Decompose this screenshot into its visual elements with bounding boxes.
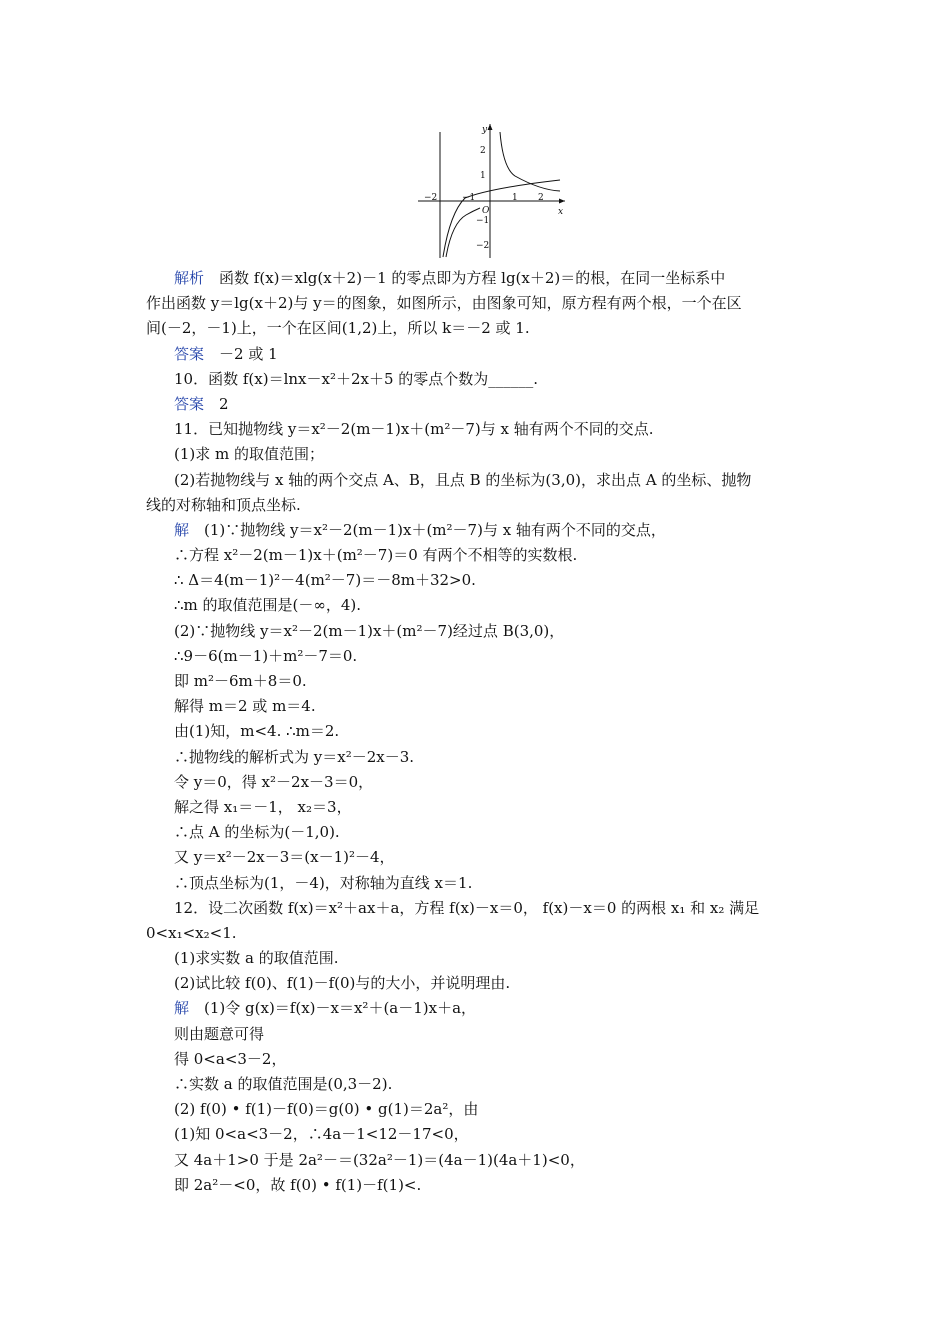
section-tag: 答案: [174, 394, 205, 413]
text-line: [146, 644, 816, 669]
x-axis-arrow-icon: [559, 199, 565, 204]
line-text: 解得 m＝2 或 m＝4.: [174, 697, 316, 716]
x-tick-label: −2: [424, 193, 438, 203]
x-tick-label: −1: [462, 193, 476, 203]
section-tag: 解: [174, 520, 190, 539]
text-line: [146, 493, 816, 518]
line-text: ∴m 的取值范围是(－∞，4).: [174, 596, 362, 615]
text-line: [146, 1173, 816, 1198]
section-tag: 解: [174, 999, 190, 1018]
line-text: ∴抛物线的解析式为 y＝x²－2x－3.: [174, 747, 415, 766]
log-curve: [443, 180, 560, 257]
line-text: ∴实数 a 的取值范围是(0,3－2).: [174, 1075, 393, 1093]
line-text: －2 或 1: [204, 344, 278, 363]
text-line: [146, 291, 816, 316]
line-text: (1)求 m 的取值范围；: [174, 445, 325, 464]
line-text: 则由题意可得: [174, 1024, 265, 1043]
text-line: [146, 367, 816, 392]
line-text: (2)若抛物线与 x 轴的两个交点 A、B，且点 B 的坐标为(3,0)，求出点 A 的坐标、抛物: [174, 470, 752, 489]
line-text: 解之得 x₁＝－1， x₂＝3，: [174, 797, 352, 816]
text-line: [146, 1047, 816, 1072]
y-tick-label: −1: [476, 216, 490, 226]
x-tick-label: 1: [512, 193, 518, 203]
text-line: [146, 921, 816, 946]
hyperbola-left-branch: [446, 208, 480, 257]
text-line: [146, 1022, 816, 1047]
text-line: [146, 266, 816, 291]
function-graph-figure: [410, 118, 570, 260]
line-text: 10．函数 f(x)＝lnx－x²＋2x＋5 的零点个数为______.: [174, 369, 539, 388]
text-line: [146, 442, 816, 467]
text-line: [146, 770, 816, 795]
line-text: (1)知 0<a<3－2，∴4a－1<12－17<0，: [174, 1125, 469, 1144]
line-text: ∴顶点坐标为(1，－4)，对称轴为直线 x＝1.: [174, 873, 473, 892]
text-line: [146, 719, 816, 744]
text-line: [146, 971, 816, 996]
text-line: [146, 593, 816, 618]
line-text: 又 y＝x²－2x－3＝(x－1)²－4，: [174, 848, 395, 867]
text-line: [146, 468, 816, 493]
graph-svg: [410, 118, 570, 260]
line-text: (2)试比较 f(0)、f(1)－f(0)与的大小，并说明理由.: [174, 974, 511, 993]
text-line: [146, 1072, 816, 1097]
text-line: [146, 946, 816, 971]
y-axis-arrow-icon: [488, 124, 493, 130]
line-text: 2: [204, 394, 229, 413]
line-text: (1)令 g(x)＝f(x)－x＝x²＋(a－1)x＋a，: [189, 999, 477, 1018]
section-tag: 解析: [174, 269, 205, 287]
text-line: [146, 1097, 816, 1122]
line-text: 间(－2，－1)上，一个在区间(1,2)上，所以 k＝－2 或 1.: [146, 319, 530, 338]
origin-label: O: [482, 206, 490, 216]
line-text: 又 4a＋1>0 于是 2a²－＝(32a²－1)＝(4a－1)(4a＋1)<0，: [174, 1150, 585, 1169]
text-line: [146, 845, 816, 870]
line-text: ∴9－6(m－1)＋m²－7＝0.: [174, 646, 358, 665]
solution-text: [146, 266, 816, 1198]
text-line: [146, 342, 816, 367]
line-text: 得 0<a<3－2，: [174, 1049, 287, 1068]
y-tick-label: −2: [476, 241, 490, 251]
text-line: [146, 871, 816, 896]
text-line: [146, 543, 816, 568]
text-line: [146, 619, 816, 644]
line-text: 即 m²－6m＋8＝0.: [174, 672, 307, 690]
line-text: (2)∵抛物线 y＝x²－2(m－1)x＋(m²－7)经过点 B(3,0)，: [174, 621, 565, 640]
line-text: ∴点 A 的坐标为(－1,0).: [174, 823, 340, 842]
text-line: [146, 568, 816, 593]
text-line: [146, 694, 816, 719]
text-line: [146, 518, 816, 543]
text-line: [146, 392, 816, 417]
line-text: ∴方程 x²－2(m－1)x＋(m²－7)＝0 有两个不相等的实数根.: [174, 546, 578, 565]
line-text: 即 2a²－<0，故 f(0) • f(1)－f(1)<.: [174, 1175, 422, 1194]
line-text: (2) f(0) • f(1)－f(0)＝g(0) • g(1)＝2a²，由: [174, 1100, 479, 1119]
line-text: 作出函数 y＝lg(x＋2)与 y＝的图象，如图所示，由图象可知，原方程有两个根，一个在区: [146, 294, 742, 313]
x-tick-label: 2: [538, 193, 544, 203]
hyperbola-right-branch: [500, 132, 560, 191]
line-text: 11．已知抛物线 y＝x²－2(m－1)x＋(m²－7)与 x 轴有两个不同的交点.: [174, 420, 654, 439]
x-axis-label: x: [558, 207, 564, 217]
line-text: 0<x₁<x₂<1.: [146, 923, 237, 942]
text-line: [146, 1122, 816, 1147]
line-text: 线的对称轴和顶点坐标.: [146, 495, 301, 514]
line-text: (1)∵抛物线 y＝x²－2(m－1)x＋(m²－7)与 x 轴有两个不同的交点，: [189, 520, 666, 539]
text-line: [146, 820, 816, 845]
line-text: 由(1)知，m<4. ∴m＝2.: [174, 722, 340, 741]
line-text: 令 y＝0，得 x²－2x－3＝0，: [174, 772, 374, 791]
text-line: [146, 745, 816, 770]
line-text: ∴ Δ＝4(m－1)²－4(m²－7)＝－8m＋32>0.: [174, 571, 476, 590]
text-line: [146, 316, 816, 341]
text-line: [146, 896, 816, 921]
text-line: [146, 417, 816, 442]
text-line: [146, 996, 816, 1021]
y-axis-label: y: [482, 125, 488, 135]
text-line: [146, 1148, 816, 1173]
line-text: 12．设二次函数 f(x)＝x²＋ax＋a，方程 f(x)－x＝0， f(x)－x＝0 的两根 x₁ 和 x₂ 满足: [174, 898, 760, 917]
text-line: [146, 795, 816, 820]
line-text: (1)求实数 a 的取值范围.: [174, 949, 339, 968]
y-tick-label: 1: [480, 171, 486, 181]
section-tag: 答案: [174, 344, 205, 363]
line-text: 函数 f(x)＝xlg(x＋2)－1 的零点即为方程 lg(x＋2)＝的根，在同一坐标系中: [204, 269, 726, 287]
y-tick-label: 2: [480, 146, 486, 156]
text-line: [146, 669, 816, 694]
